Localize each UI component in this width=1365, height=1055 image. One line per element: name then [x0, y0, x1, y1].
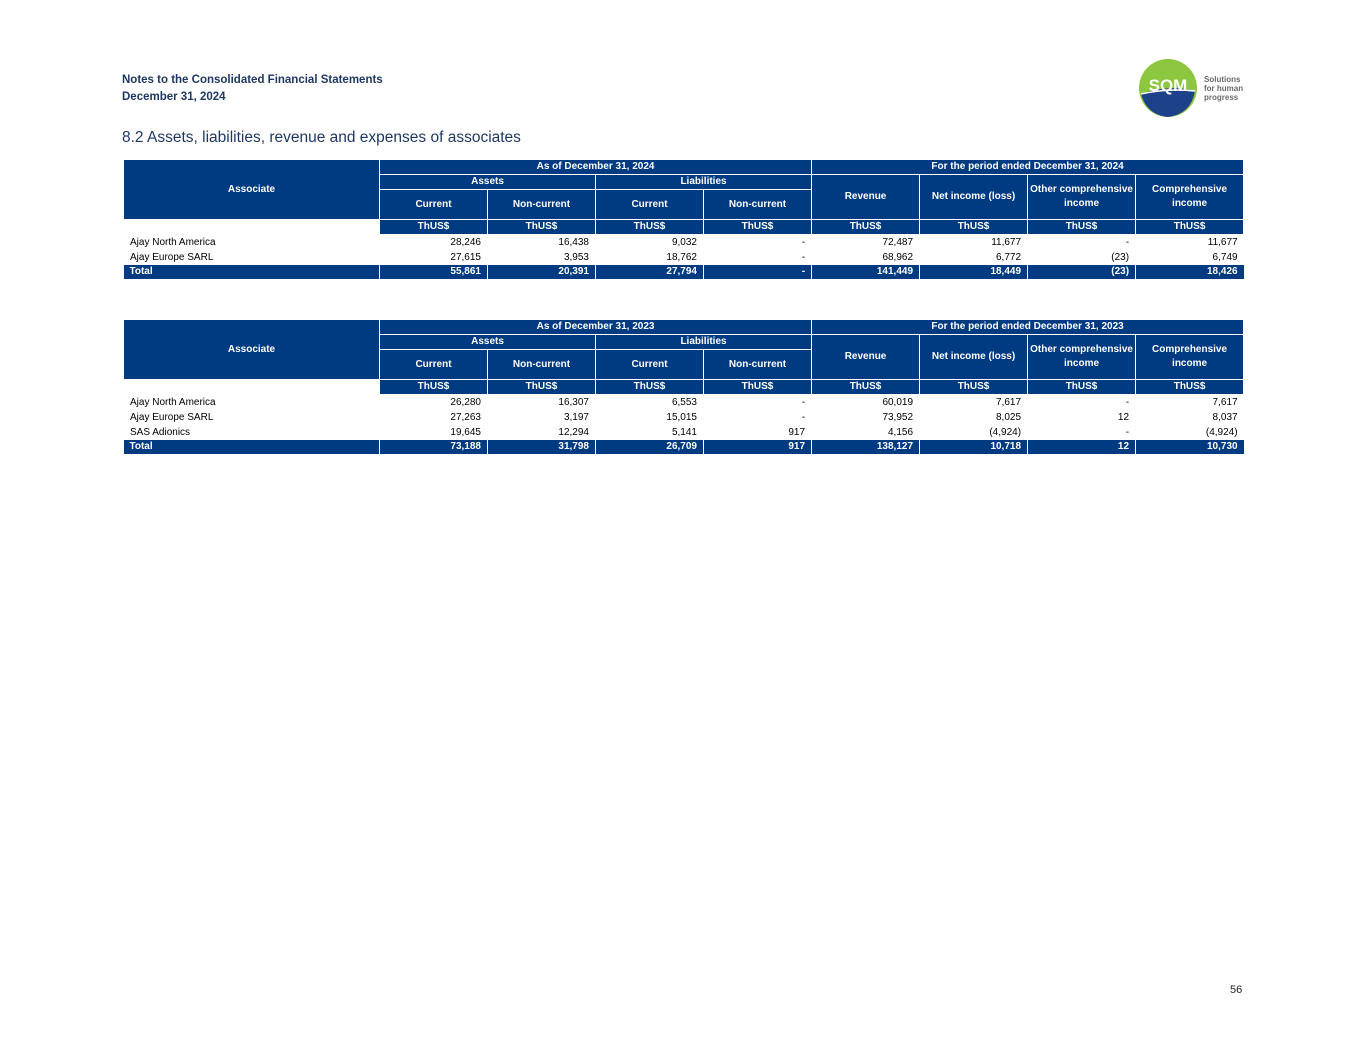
col-assets-current: Current: [380, 190, 488, 220]
cell: 6,772: [996, 252, 1022, 263]
col-liabilities-noncurrent: Non-current: [704, 190, 812, 220]
unit-cell: ThUS$: [1028, 380, 1136, 395]
cell: 4,156: [888, 427, 914, 438]
cell: 12: [1117, 412, 1130, 423]
col-assets-noncurrent: Non-current: [488, 190, 596, 220]
cell: (4,924): [989, 427, 1022, 438]
total-row: [124, 265, 1244, 279]
col-liabilities-current: Current: [596, 190, 704, 220]
cell: -: [801, 237, 806, 248]
group-header-left: As of December 31, 2023: [380, 320, 812, 335]
total-cell: 10,718: [920, 440, 1028, 454]
unit-cell: ThUS$: [380, 380, 488, 395]
cell: 15,015: [666, 412, 697, 423]
unit-cell: ThUS$: [596, 380, 704, 395]
units-row: [124, 380, 1244, 395]
units-row: [124, 220, 1244, 235]
header-title: Notes to the Consolidated Financial Statements: [122, 74, 383, 86]
cell: 72,487: [882, 237, 914, 248]
col-associate: Associate: [124, 320, 380, 380]
total-cell: 138,127: [812, 440, 920, 454]
total-row: [124, 440, 1244, 454]
col-comprehensive-income: Comprehensive income: [1136, 175, 1244, 220]
table-row: [124, 410, 1244, 425]
table-row: [124, 395, 1244, 411]
group-header-left: As of December 31, 2024: [380, 160, 812, 175]
associates-table-2024: [123, 159, 1244, 279]
cell: 12,294: [558, 427, 589, 438]
unit-cell: ThUS$: [1028, 220, 1136, 235]
table-row: [124, 425, 1244, 440]
cell: 6,749: [1212, 252, 1238, 263]
col-revenue: Revenue: [812, 175, 920, 220]
cell: 3,197: [563, 412, 589, 423]
total-cell: (23): [1028, 265, 1136, 279]
unit-cell: ThUS$: [1136, 380, 1244, 395]
cell: 3,953: [563, 252, 589, 263]
col-liabilities: Liabilities: [596, 175, 812, 190]
cell: 9,032: [671, 237, 697, 248]
unit-cell: ThUS$: [812, 380, 920, 395]
total-label: Total: [124, 265, 380, 279]
cell: -: [1125, 427, 1130, 438]
total-cell: 141,449: [812, 265, 920, 279]
unit-cell: ThUS$: [812, 220, 920, 235]
cell: 68,962: [882, 252, 914, 263]
col-liabilities-noncurrent: Non-current: [704, 350, 812, 380]
sqm-logo-icon: [1138, 58, 1198, 118]
table-row: [124, 235, 1244, 251]
col-assets-noncurrent: Non-current: [488, 350, 596, 380]
col-liabilities-current: Current: [596, 350, 704, 380]
cell: 16,438: [558, 237, 589, 248]
cell: 28,246: [450, 237, 481, 248]
unit-cell: ThUS$: [704, 220, 812, 235]
table-row: [124, 250, 1244, 265]
cell: 7,617: [1212, 397, 1238, 408]
col-assets: Assets: [380, 335, 596, 350]
total-label: Total: [124, 440, 380, 454]
total-cell: 10,730: [1136, 440, 1244, 454]
cell: 18,762: [666, 252, 697, 263]
document-header: [122, 72, 383, 106]
cell: 60,019: [882, 397, 914, 408]
page-number: 56: [1230, 984, 1243, 996]
col-revenue: Revenue: [812, 335, 920, 380]
cell: (23): [1111, 252, 1130, 263]
cell: 8,037: [1212, 412, 1238, 423]
cell: 917: [788, 427, 806, 438]
company-logo: [1138, 58, 1253, 118]
row-label: Ajay North America: [130, 397, 216, 408]
total-cell: 26,709: [596, 440, 704, 454]
row-label: Ajay Europe SARL: [130, 252, 214, 263]
unit-cell: ThUS$: [380, 220, 488, 235]
unit-cell: ThUS$: [488, 220, 596, 235]
cell: (4,924): [1205, 427, 1238, 438]
col-assets-current: Current: [380, 350, 488, 380]
cell: -: [1125, 237, 1130, 248]
header-date: December 31, 2024: [122, 91, 226, 103]
cell: 26,280: [450, 397, 481, 408]
cell: -: [1125, 397, 1130, 408]
cell: 27,263: [450, 412, 481, 423]
cell: 27,615: [450, 252, 481, 263]
unit-cell: ThUS$: [1136, 220, 1244, 235]
cell: -: [801, 397, 806, 408]
cell: 11,677: [991, 237, 1022, 248]
col-comprehensive-income: Comprehensive income: [1136, 335, 1244, 380]
total-cell: 55,861: [380, 265, 488, 279]
unit-cell: ThUS$: [596, 220, 704, 235]
unit-cell: ThUS$: [704, 380, 812, 395]
col-associate: Associate: [124, 160, 380, 220]
cell: 16,307: [558, 397, 589, 408]
unit-cell: ThUS$: [920, 380, 1028, 395]
cell: -: [801, 252, 806, 263]
total-cell: 12: [1028, 440, 1136, 454]
unit-cell: ThUS$: [488, 380, 596, 395]
col-net-income: Net income (loss): [920, 335, 1028, 380]
associates-table-2023: [123, 319, 1244, 454]
total-cell: 31,798: [488, 440, 596, 454]
cell: -: [801, 412, 806, 423]
cell: 8,025: [996, 412, 1022, 423]
col-oci: Other comprehensive income: [1028, 335, 1136, 380]
cell: 5,141: [671, 427, 697, 438]
total-cell: 73,188: [380, 440, 488, 454]
total-cell: 27,794: [596, 265, 704, 279]
group-header-right: For the period ended December 31, 2024: [812, 160, 1244, 175]
cell: 11,677: [1207, 237, 1238, 248]
logo-tagline: Solutions for human progress: [1204, 75, 1244, 102]
unit-cell: ThUS$: [920, 220, 1028, 235]
cell: 19,645: [450, 427, 481, 438]
col-oci: Other comprehensive income: [1028, 175, 1136, 220]
logo-wordmark: SQM: [1148, 76, 1188, 95]
cell: 7,617: [996, 397, 1022, 408]
group-header-right: For the period ended December 31, 2023: [812, 320, 1244, 335]
col-net-income: Net income (loss): [920, 175, 1028, 220]
total-cell: 20,391: [488, 265, 596, 279]
total-cell: 18,426: [1136, 265, 1244, 279]
total-cell: -: [704, 265, 812, 279]
cell: 73,952: [882, 412, 914, 423]
row-label: Ajay Europe SARL: [130, 412, 214, 423]
cell: 6,553: [671, 397, 697, 408]
total-cell: 18,449: [920, 265, 1028, 279]
total-cell: 917: [704, 440, 812, 454]
col-liabilities: Liabilities: [596, 335, 812, 350]
col-assets: Assets: [380, 175, 596, 190]
row-label: Ajay North America: [130, 237, 216, 248]
section-title: 8.2 Assets, liabilities, revenue and expenses of associates: [122, 129, 521, 146]
row-label: SAS Adionics: [130, 427, 191, 438]
